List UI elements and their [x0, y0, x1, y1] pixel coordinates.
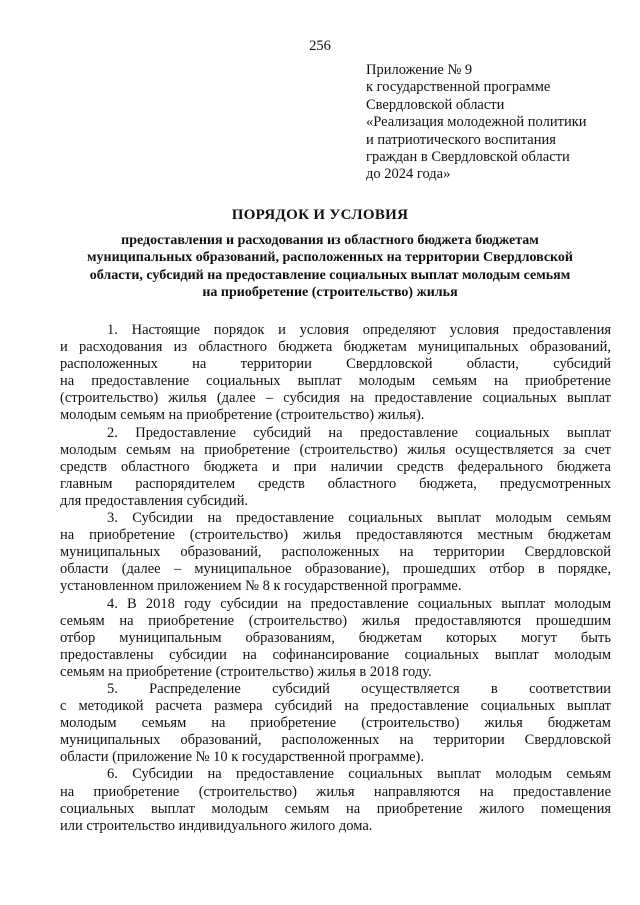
paragraph-line: средств областного бюджета и при наличии средств федерального бюджета — [60, 458, 611, 475]
page-number: 256 — [309, 38, 331, 54]
paragraph-line: 5. Распределение субсидий осуществляется в соответствии — [107, 680, 611, 697]
paragraph-line: на приобретение (строительство) жилья направляются на предоставление — [60, 783, 611, 800]
document-body — [60, 322, 611, 835]
paragraph-line: предоставлены субсидии на софинансирование социальных выплат молодым — [60, 646, 611, 663]
document-title: ПОРЯДОК И УСЛОВИЯ — [231, 207, 409, 223]
paragraph-line: муниципальных образований, расположенных на территории Свердловской — [60, 732, 611, 749]
paragraph-line: области (далее – муниципальное образование), прошедших отбор в порядке, — [60, 561, 611, 578]
paragraph-line: молодым семьям на приобретение (строительство) жилья). — [60, 407, 425, 424]
paragraph-line: с методикой расчета размера субсидий на предоставление социальных выплат — [60, 698, 611, 715]
paragraph-line: молодым семьям на приобретение (строительство) жилья осуществляется за счет — [60, 441, 611, 458]
paragraph-5 — [60, 681, 611, 766]
paragraph-line: области (приложение № 10 к государственной программе). — [60, 749, 425, 766]
paragraph-line: на приобретение (строительство) жилья предоставляются местным бюджетам — [60, 527, 611, 544]
paragraph-line: 3. Субсидии на предоставление социальных выплат молодым семьям — [107, 510, 611, 527]
paragraph-line: или строительство индивидуального жилого дома. — [60, 817, 373, 834]
appendix-line: до 2024 года» — [366, 166, 451, 183]
paragraph-line: главным распорядителем средств областного бюджета, предусмотренных — [60, 475, 611, 492]
paragraph-line: социальных выплат молодым семьям на приобретение жилого помещения — [60, 800, 611, 817]
paragraph-line: для предоставления субсидий. — [60, 492, 249, 509]
appendix-line: к государственной программе — [366, 79, 551, 96]
paragraph-line: отбор муниципальным образованиям, бюджетам которых могут быть — [60, 629, 611, 646]
paragraph-2 — [60, 425, 611, 510]
paragraph-line: молодым семьям на приобретение (строительство) жилья бюджетам — [60, 715, 611, 732]
appendix-header — [366, 62, 616, 184]
appendix-line: Приложение № 9 — [366, 62, 473, 78]
subtitle-line: области, субсидий на предоставление социальных выплат молодым семьям — [89, 267, 571, 283]
subtitle-line: муниципальных образований, расположенных на территории Свердловской — [87, 250, 573, 266]
subtitle-line: предоставления и расходования из областного бюджета бюджетам — [121, 233, 539, 248]
paragraph-line: семьям на приобретение (строительство) жилья в 2018 году. — [60, 663, 432, 680]
paragraph-3 — [60, 510, 611, 595]
subtitle-line: на приобретение (строительство) жилья — [202, 284, 458, 300]
appendix-line: «Реализация молодежной политики — [366, 114, 587, 131]
paragraph-line: муниципальных образований, расположенных на территории Свердловской — [60, 544, 611, 561]
paragraph-line: расположенных на территории Свердловской области, субсидий — [60, 356, 611, 373]
paragraph-4 — [60, 596, 611, 681]
paragraph-line: и расходования из областного бюджета бюджетам муниципальных образований, — [60, 339, 611, 356]
paragraph-line: установленном приложением № 8 к государственной программе. — [60, 578, 462, 595]
appendix-line: Свердловской области — [366, 96, 505, 113]
paragraph-line: на предоставление социальных выплат молодым семьям на приобретение — [60, 373, 611, 390]
appendix-line: и патриотического воспитания — [366, 131, 556, 148]
paragraph-line: 6. Субсидии на предоставление социальных выплат молодым семьям — [107, 766, 611, 783]
paragraph-line: семьям на приобретение (строительство) жилья предоставляются прошедшим — [60, 612, 611, 629]
appendix-line: граждан в Свердловской области — [366, 149, 570, 166]
paragraph-line: 2. Предоставление субсидий на предоставление социальных выплат — [107, 424, 611, 441]
paragraph-line: 4. В 2018 году субсидии на предоставление социальных выплат молодым — [107, 595, 611, 612]
paragraph-1 — [60, 322, 611, 425]
paragraph-line: (строительство) жилья (далее – субсидия на предоставление социальных выплат — [60, 390, 611, 407]
paragraph-6 — [60, 766, 611, 834]
paragraph-line: 1. Настоящие порядок и условия определяют условия предоставления — [107, 322, 611, 338]
document-subtitle — [60, 232, 600, 301]
